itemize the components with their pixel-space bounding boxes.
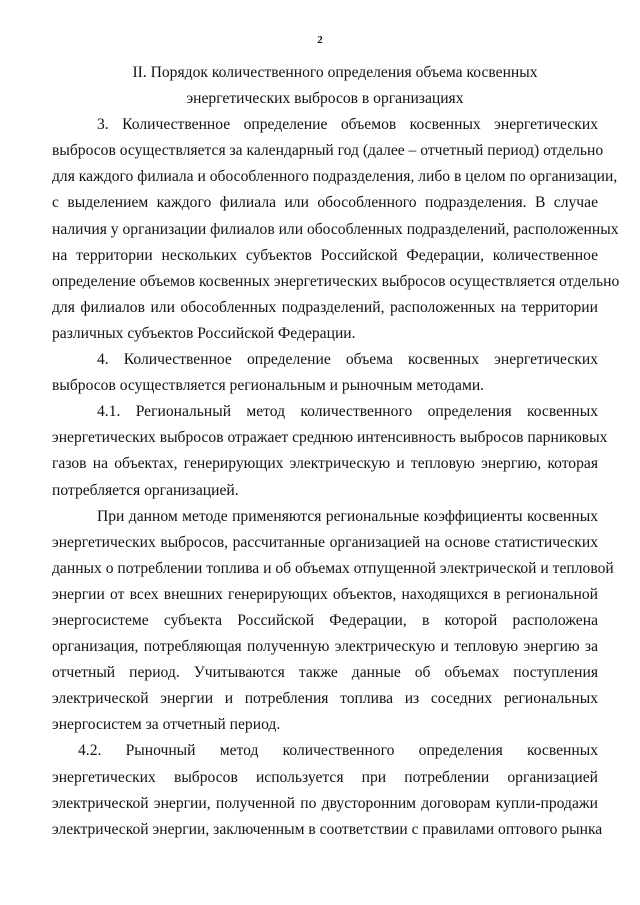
paragraph-line: электрической энергии, заключенным в соответствии с правилами оптового рынка (52, 820, 603, 838)
paragraph-line: энергосистеме субъекта Российской Федерации, в которой расположена (52, 611, 598, 629)
paragraph-line: отчетный период. Учитываются также данные об объемах поступления (52, 664, 598, 682)
paragraph-p4_1 (52, 399, 608, 503)
paragraph-line: газов на объектах, генерирующих электрическую и тепловую энергию, которая (52, 455, 598, 473)
paragraph-line: энергетических выбросов, рассчитанные организацией на основе статистических (52, 533, 598, 551)
paragraph-p3 (52, 112, 620, 347)
paragraph-line: энергетических выбросов используется при потреблении организацией (52, 768, 598, 786)
paragraph-p4_1b (52, 504, 614, 739)
paragraphs (52, 112, 620, 843)
paragraph-line: энергосистем за отчетный период. (52, 716, 281, 734)
page-number: 2 (317, 34, 323, 46)
paragraph-p4_2 (52, 738, 603, 842)
paragraph-p4 (52, 347, 598, 399)
paragraph-line: выбросов осуществляется за календарный год (далее – отчетный период) отдельно (52, 142, 604, 160)
paragraph-line: определение объемов косвенных энергетических выбросов осуществляется отдельно (52, 272, 620, 290)
paragraph-line: различных субъектов Российской Федерации. (52, 324, 356, 342)
paragraph-line: наличия у организации филиалов или обособленных подразделений, расположенных (52, 220, 619, 238)
paragraph-line: энергии от всех внешних генерирующих объектов, находящихся в региональной (52, 585, 598, 603)
paragraph-line: 4. Количественное определение объема косвенных энергетических (97, 351, 598, 369)
paragraph-line: данных о потреблении топлива и об объемах отпущенной электрической и тепловой (52, 559, 614, 577)
section-title-line-1: II. Порядок количественного определения объема косвенных (132, 64, 538, 81)
paragraph-line: потребляется организацией. (52, 481, 239, 499)
paragraph-line: энергетических выбросов отражает среднюю интенсивность выбросов парниковых (52, 429, 608, 447)
paragraph-line: для каждого филиала и обособленного подразделения, либо в целом по организации, (52, 168, 618, 186)
paragraph-line: 3. Количественное определение объемов косвенных энергетических (97, 116, 598, 134)
paragraph-line: организация, потребляющая полученную электрическую и тепловую энергию за (52, 638, 598, 656)
document-body (52, 60, 620, 843)
section-title-line-2: энергетических выбросов в организациях (186, 90, 464, 108)
paragraph-line: При данном методе применяются региональные коэффициенты косвенных (97, 507, 598, 525)
paragraph-line: выбросов осуществляется региональным и рыночным методами. (52, 377, 485, 395)
paragraph-line: для филиалов или обособленных подразделений, расположенных на территории (52, 298, 598, 316)
paragraph-line: электрической энергии, полученной по двусторонним договорам купли-продажи (52, 794, 598, 812)
paragraph-line: электрической энергии и потребления топлива из соседних региональных (52, 690, 598, 708)
paragraph-line: с выделением каждого филиала или обособленного подразделения. В случае (52, 194, 598, 212)
paragraph-line: на территории нескольких субъектов Российской Федерации, количественное (52, 246, 598, 264)
paragraph-line: 4.1. Региональный метод количественного определения косвенных (97, 403, 598, 421)
paragraph-line: 4.2. Рыночный метод количественного определения косвенных (78, 742, 598, 760)
